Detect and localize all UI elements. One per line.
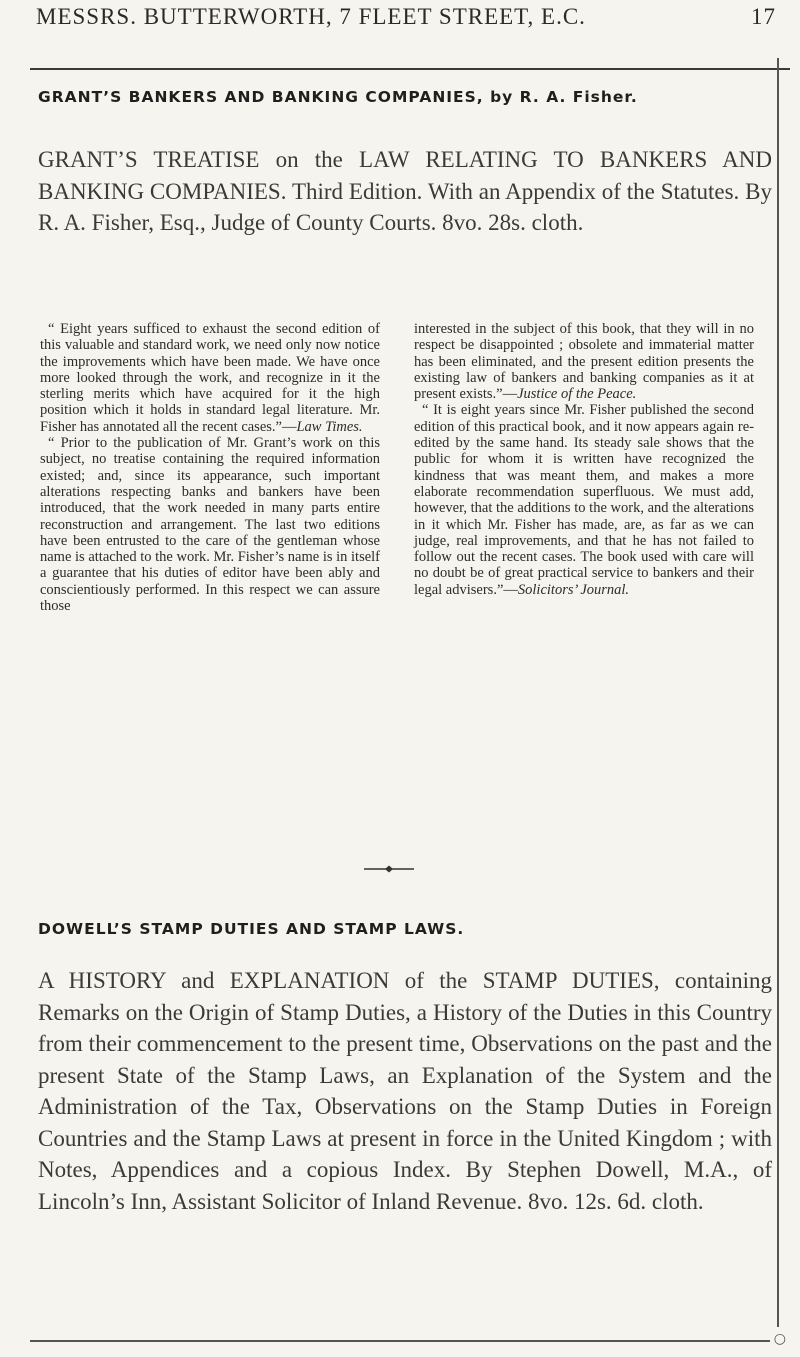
top-rule xyxy=(30,68,790,70)
review-source-justice-of-peace: Justice of the Peace. xyxy=(517,386,637,403)
review-grant-prior: “ Prior to the publication of Mr. Grant’s work on this subject, no treatise containing the required information existed; and, since its appearance, such important alterations respecting banks and bankers have been introduced, that the work needed in many parts entire reconstruction and arrangement. The last two editions have been entrusted to the care of the gentleman whose name is attached to the work. Mr. Fisher’s name is in itself a guarantee that his duties of editor have been ably and conscientiously performed. In this respect we can assure those xyxy=(40,435,381,615)
review-source-solicitors-journal: Solicitors’ Journal. xyxy=(517,581,630,598)
running-head xyxy=(36,4,776,30)
section-heading-dowell: DOWELL’S STAMP DUTIES AND STAMP LAWS. xyxy=(38,920,465,938)
review-column-right xyxy=(414,321,754,598)
corner-ornament-icon: ○ xyxy=(773,1331,786,1347)
book-description-dowell: A HISTORY and EXPLANATION of the STAMP DUTIES, containing Remarks on the Origin of Stamp Duties, a History of the Duties in this Country from their commencement to the present time, Observations on the past and the present State of the Stamp Laws, an Explanation of the System and the Administration of the Tax, Observations on the Stamp Duties in Foreign Countries and the Stamp Laws at present in force in the United Kingdom ; with Notes, Appendices and a copious Index. By Stephen Dowell, M.A., of Lincoln’s Inn, Assistant Solicitor of Inland Revenue. 8vo. 12s. 6d. cloth. xyxy=(38,968,772,1214)
review-column-left xyxy=(40,321,380,614)
section-heading-grant: GRANT’S BANKERS AND BANKING COMPANIES, by R. A. Fisher. xyxy=(38,88,638,106)
right-rule xyxy=(777,58,779,1327)
book-description-grant: GRANT’S TREATISE on the LAW RELATING TO BANKERS AND BANKING COMPANIES. Third Edition. With an Appendix of the Statutes. By R. A. Fisher, Esq., Judge of County Courts. 8vo. 28s. cloth. xyxy=(38,147,772,235)
review-source-law-times: Law Times. xyxy=(296,418,363,435)
running-head-text: MESSRS. BUTTERWORTH, 7 FLEET STREET, E.C. xyxy=(36,4,586,29)
review-justice-of-peace: interested in the subject of this book, that they will in no respect be disappointed ; obsolete and immaterial matter has been eliminated, and the present edition presents the existing law of bankers and banking companies as it at present exists.”— xyxy=(414,321,754,403)
section-divider-ornament xyxy=(364,864,414,874)
review-law-times: “ Eight years sufficed to exhaust the second edition of this valuable and standard work, we need only now notice the improvements which have been made. We have once more looked through the work, and recognize in it the sterling merits which have acquired for it the high position which it holds in standard legal literature. Mr. Fisher has annotated all the recent cases.”— xyxy=(40,321,380,435)
page-number: 17 xyxy=(751,4,776,29)
review-solicitors-journal: “ It is eight years since Mr. Fisher published the second edition of this practical book, and it now appears again re-edited by the same hand. Its steady sale shows that the public for whom it is written have recognized the kindness that was meant them, and makes a more elaborate recommendation superfluous. We must add, however, that the additions to the work, and the alterations in it which Mr. Fisher has made, are, as far as we can judge, real improvements, and that he has not failed to follow out the recent cases. The book used with care will no doubt be of great practical service to bankers and their legal advisers.”— xyxy=(414,402,754,598)
bottom-rule xyxy=(30,1340,770,1342)
